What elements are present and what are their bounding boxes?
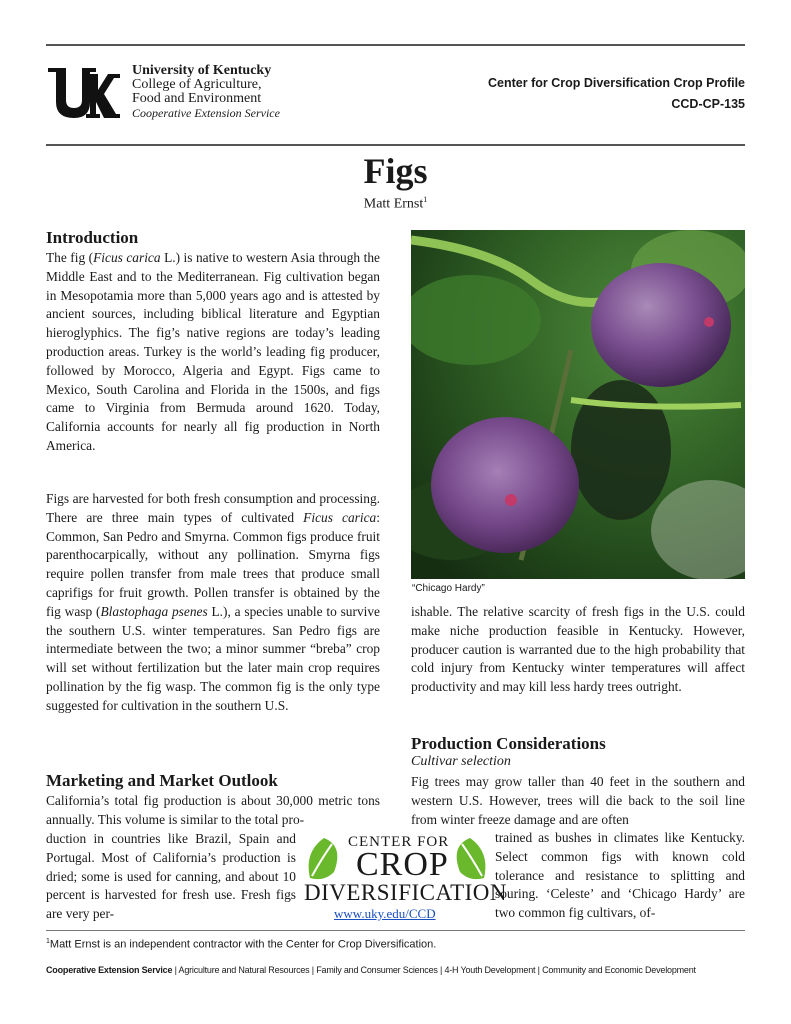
chicago-hardy-figs-image	[411, 230, 745, 579]
photo-caption: “Chicago Hardy”	[412, 583, 485, 594]
footer-org: Cooperative Extension Service	[46, 965, 173, 975]
author-name: Matt Ernst	[363, 196, 424, 212]
text-run: The fig (	[46, 250, 94, 265]
left-leaf-icon	[304, 832, 350, 882]
footer	[46, 965, 745, 975]
ccd-logo	[300, 832, 507, 924]
marketing-paragraph-1b: duction in countries like Brazil, Spain and Portugal. Most of California’s production is dried; some is used for canning, and about 10 percent is harvested for fresh use. Fresh figs are very per-	[46, 831, 296, 922]
text-run: L.), a species unable to survive the southern U.S. winter temperatures. San Pedro figs are intermediate between the two; a minor summer “breba” crop will set without fertilization but the later main crop requires pollination by the fig wasp. The common fig is the only type suggested for cultivation in the southern U.S.	[46, 603, 380, 713]
separator: |	[437, 965, 445, 975]
footer-item: 4-H Youth Development	[444, 965, 536, 975]
top-rule	[46, 44, 745, 46]
footer-item: Family and Consumer Sciences	[316, 965, 438, 975]
fig-photo	[411, 230, 745, 579]
marketing-paragraph-2: ishable. The relative scarcity of fresh figs in the U.S. could make niche production feasible in Kentucky. However, producer caution is warranted due to the high probability that cold injury from Kentucky winter temperatures will affect productivity and may kill less hardy trees outright.	[411, 604, 745, 695]
separator: |	[535, 965, 543, 975]
marketing-heading: Marketing and Market Outlook	[46, 771, 278, 790]
author	[0, 195, 791, 213]
header-rule	[46, 144, 745, 146]
intro-heading: Introduction	[46, 228, 139, 247]
scientific-name: Ficus carica	[93, 250, 161, 265]
ccd-center-for: CENTER FOR	[348, 834, 450, 850]
logo-food-env: Food and Environment	[132, 91, 262, 106]
logo-college: College of Agriculture,	[132, 77, 262, 92]
logo-extension: Cooperative Extension Service	[132, 106, 280, 120]
marketing-paragraph-1a: California’s total fig production is about 30,000 metric tons annually. This volume is similar to the total pro-	[46, 793, 380, 827]
footer-item: Agriculture and Natural Resources	[178, 965, 310, 975]
cultivar-subheading: Cultivar selection	[411, 754, 511, 769]
production-paragraph-1b: trained as bushes in climates like Kentucky. Select common figs with known cold tolerance and resistance to splitting and souring. ‘Celeste’ and ‘Chicago Hardy’ are two common fig cultivars, of-	[495, 830, 745, 921]
text-run: : Common, San Pedro and Smyrna. Common figs produce fruit parenthocarpically, without any pollination. Smyrna figs require pollen transfer from male trees that produce small caprifigs for fruit growth. Pollen transfer is obtained by the fig wasp (	[46, 509, 380, 619]
uk-logo	[46, 64, 296, 122]
ccd-url-link[interactable]: www.uky.edu/CCD	[334, 906, 436, 921]
ccd-crop: CROP	[356, 846, 449, 883]
production-heading: Production Considerations	[411, 734, 606, 753]
footnote-mark: 1	[46, 938, 50, 945]
intro-paragraph-1	[46, 249, 380, 456]
logo-university: University of Kentucky	[132, 63, 272, 78]
separator: |	[309, 965, 317, 975]
ccd-diversification: DIVERSIFICATION	[304, 880, 507, 905]
footnote-rule	[46, 930, 745, 931]
text-run: Figs are harvested for both fresh consumption and processing. There are three main types of cultivated	[46, 491, 380, 525]
footer-item: Community and Economic Development	[542, 965, 696, 975]
scientific-name: Blastophaga psenes	[100, 603, 208, 619]
fig-fruit-2	[431, 417, 579, 553]
footnote	[46, 938, 436, 951]
footnote-text: Matt Ernst is an independent contractor with the Center for Crop Diversification.	[49, 938, 437, 951]
scientific-name: Ficus carica	[303, 509, 377, 525]
text-run: L.) is native to western Asia through the Middle East and to the Mediterranean. Fig cultivation began in Mesopotamia more than 5,000 years ago and is attested by ancient sources, including biblical literature and Egyptian hieroglyphics. The fig’s native regions are today’s leading production areas. Turkey is the world’s leading fig producer, followed by Morocco, Algeria and Egypt. Figs came to Mexico, South Carolina and Florida in the 1500s, and figs came to Virginia from Bermuda around 1620. Today, California accounts for nearly all fig production in North America.	[46, 250, 380, 453]
production-paragraph-1a: Fig trees may grow taller than 40 feet in the southern and western U.S. However, trees will die back to the soil line from winter freeze damage and are often	[411, 774, 745, 827]
author-footnote-mark: 1	[423, 195, 428, 204]
intro-paragraph-2	[46, 490, 380, 716]
profile-number: CCD-CP-135	[671, 97, 745, 111]
page-title: Figs	[363, 151, 428, 191]
uk-wordmark-icon	[46, 64, 120, 120]
profile-series: Center for Crop Diversification Crop Profile	[488, 76, 745, 90]
right-leaf-icon	[444, 832, 490, 882]
separator: |	[172, 965, 179, 975]
